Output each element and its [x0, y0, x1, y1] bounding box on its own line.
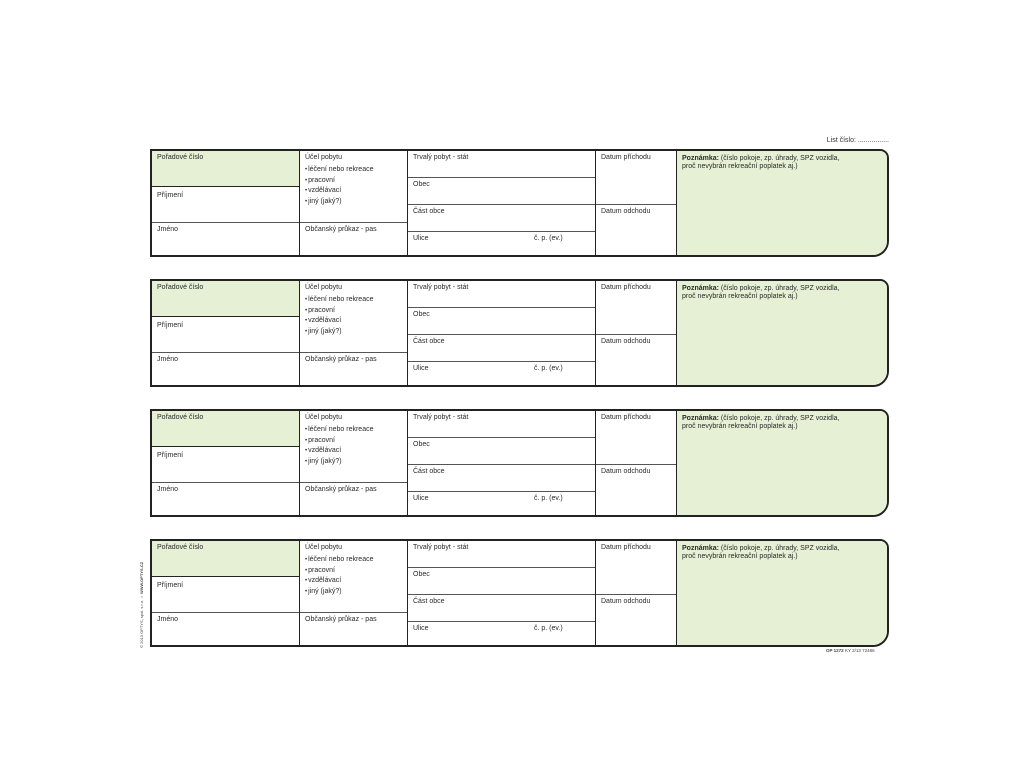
- house-number-label: č. p. (ev.): [534, 625, 563, 632]
- purpose-option[interactable]: • vzdělávací: [305, 576, 402, 587]
- departure-date-field[interactable]: Datum odchodu: [601, 338, 651, 345]
- note-field[interactable]: Poznámka: (číslo pokoje, zp. úhrady, SPZ vozidla, proč nevybrán rekreační poplatek aj.): [682, 415, 840, 430]
- municipality-field[interactable]: Obec: [408, 568, 595, 595]
- residence-country-field[interactable]: Trvalý pobyt - stát: [408, 281, 595, 308]
- note-field[interactable]: Poznámka: (číslo pokoje, zp. úhrady, SPZ vozidla, proč nevybrán rekreační poplatek aj.): [682, 545, 840, 560]
- purpose-option[interactable]: • pracovní: [305, 306, 402, 317]
- arrival-date-field[interactable]: Datum příchodu: [596, 411, 676, 465]
- order-number-field[interactable]: Pořadové číslo: [152, 281, 299, 317]
- stay-purpose-field[interactable]: Účel pobytu • léčení nebo rekreace • pracovní • vzdělávací • jiný (jaký?): [300, 281, 407, 353]
- note-field[interactable]: Poznámka: (číslo pokoje, zp. úhrady, SPZ vozidla, proč nevybrán rekreační poplatek aj.): [682, 285, 840, 300]
- purpose-option[interactable]: • pracovní: [305, 436, 402, 447]
- stay-purpose-options: [305, 295, 402, 337]
- stay-purpose-column: [300, 541, 408, 645]
- guest-form-block: [150, 539, 889, 647]
- surname-field[interactable]: Příjmení: [152, 187, 299, 223]
- guest-name-column: [152, 281, 300, 385]
- note-column: [677, 541, 887, 645]
- purpose-option[interactable]: • jiný (jaký?): [305, 327, 402, 338]
- address-column: [408, 151, 596, 255]
- dates-column: [596, 281, 677, 385]
- guest-name-column: [152, 411, 300, 515]
- first-name-field[interactable]: Jméno: [157, 356, 179, 363]
- stay-purpose-field[interactable]: Účel pobytu • léčení nebo rekreace • pracovní • vzdělávací • jiný (jaký?): [300, 541, 407, 613]
- guest-name-column: [152, 541, 300, 645]
- address-column: [408, 281, 596, 385]
- purpose-option[interactable]: • vzdělávací: [305, 186, 402, 197]
- street-field[interactable]: Ulice č. p. (ev.): [413, 235, 563, 242]
- departure-date-field[interactable]: Datum odchodu: [601, 208, 651, 215]
- purpose-option[interactable]: • vzdělávací: [305, 316, 402, 327]
- id-card-field[interactable]: Občanský průkaz - pas: [305, 226, 377, 233]
- list-number: List číslo: ................: [826, 137, 889, 144]
- order-number-field[interactable]: Pořadové číslo: [152, 411, 299, 447]
- arrival-date-field[interactable]: Datum příchodu: [596, 281, 676, 335]
- copyright-side-text: © 2013 OPTYS, spol. s r.o. • WWW.OPTYS.CZ: [139, 561, 144, 648]
- purpose-option[interactable]: • léčení nebo rekreace: [305, 165, 402, 176]
- municipality-field[interactable]: Obec: [408, 438, 595, 465]
- stay-purpose-field[interactable]: Účel pobytu • léčení nebo rekreace • pracovní • vzdělávací • jiný (jaký?): [300, 151, 407, 223]
- district-field[interactable]: Část obce: [408, 205, 595, 232]
- purpose-option[interactable]: • pracovní: [305, 176, 402, 187]
- residence-country-field[interactable]: Trvalý pobyt - stát: [408, 151, 595, 178]
- district-field[interactable]: Část obce: [408, 465, 595, 492]
- first-name-field[interactable]: Jméno: [157, 486, 179, 493]
- stay-purpose-column: [300, 151, 408, 255]
- first-name-field[interactable]: Jméno: [157, 226, 179, 233]
- surname-field[interactable]: Příjmení: [152, 577, 299, 613]
- departure-date-field[interactable]: Datum odchodu: [601, 598, 651, 605]
- house-number-label: č. p. (ev.): [534, 495, 563, 502]
- order-number-field[interactable]: Pořadové číslo: [152, 151, 299, 187]
- street-field[interactable]: Ulice č. p. (ev.): [413, 365, 563, 372]
- dates-column: [596, 411, 677, 515]
- id-card-field[interactable]: Občanský průkaz - pas: [305, 356, 377, 363]
- note-column: [677, 151, 887, 255]
- guest-form-block: [150, 409, 889, 517]
- note-column: [677, 281, 887, 385]
- purpose-option[interactable]: • jiný (jaký?): [305, 587, 402, 598]
- guest-name-column: [152, 151, 300, 255]
- guest-form-block: [150, 279, 889, 387]
- arrival-date-field[interactable]: Datum příchodu: [596, 151, 676, 205]
- purpose-option[interactable]: • pracovní: [305, 566, 402, 577]
- municipality-field[interactable]: Obec: [408, 178, 595, 205]
- purpose-option[interactable]: • léčení nebo rekreace: [305, 425, 402, 436]
- stay-purpose-field[interactable]: Účel pobytu • léčení nebo rekreace • pracovní • vzdělávací • jiný (jaký?): [300, 411, 407, 483]
- house-number-label: č. p. (ev.): [534, 235, 563, 242]
- surname-field[interactable]: Příjmení: [152, 447, 299, 483]
- first-name-field[interactable]: Jméno: [157, 616, 179, 623]
- purpose-option[interactable]: • jiný (jaký?): [305, 457, 402, 468]
- id-card-field[interactable]: Občanský průkaz - pas: [305, 486, 377, 493]
- street-field[interactable]: Ulice č. p. (ev.): [413, 495, 563, 502]
- purpose-option[interactable]: • léčení nebo rekreace: [305, 555, 402, 566]
- residence-country-field[interactable]: Trvalý pobyt - stát: [408, 541, 595, 568]
- arrival-date-field[interactable]: Datum příchodu: [596, 541, 676, 595]
- dates-column: [596, 541, 677, 645]
- residence-country-field[interactable]: Trvalý pobyt - stát: [408, 411, 595, 438]
- form-code: OP 1272 KY 2/13 72486: [826, 648, 875, 653]
- street-field[interactable]: Ulice č. p. (ev.): [413, 625, 563, 632]
- municipality-field[interactable]: Obec: [408, 308, 595, 335]
- address-column: [408, 541, 596, 645]
- stay-purpose-column: [300, 281, 408, 385]
- stay-purpose-options: [305, 555, 402, 597]
- order-number-field[interactable]: Pořadové číslo: [152, 541, 299, 577]
- note-field[interactable]: Poznámka: (číslo pokoje, zp. úhrady, SPZ vozidla, proč nevybrán rekreační poplatek aj.): [682, 155, 840, 170]
- dates-column: [596, 151, 677, 255]
- guest-form-block: [150, 149, 889, 257]
- district-field[interactable]: Část obce: [408, 335, 595, 362]
- stay-purpose-options: [305, 425, 402, 467]
- surname-field[interactable]: Příjmení: [152, 317, 299, 353]
- district-field[interactable]: Část obce: [408, 595, 595, 622]
- purpose-option[interactable]: • jiný (jaký?): [305, 197, 402, 208]
- note-column: [677, 411, 887, 515]
- house-number-label: č. p. (ev.): [534, 365, 563, 372]
- address-column: [408, 411, 596, 515]
- departure-date-field[interactable]: Datum odchodu: [601, 468, 651, 475]
- stay-purpose-options: [305, 165, 402, 207]
- purpose-option[interactable]: • léčení nebo rekreace: [305, 295, 402, 306]
- id-card-field[interactable]: Občanský průkaz - pas: [305, 616, 377, 623]
- stay-purpose-column: [300, 411, 408, 515]
- purpose-option[interactable]: • vzdělávací: [305, 446, 402, 457]
